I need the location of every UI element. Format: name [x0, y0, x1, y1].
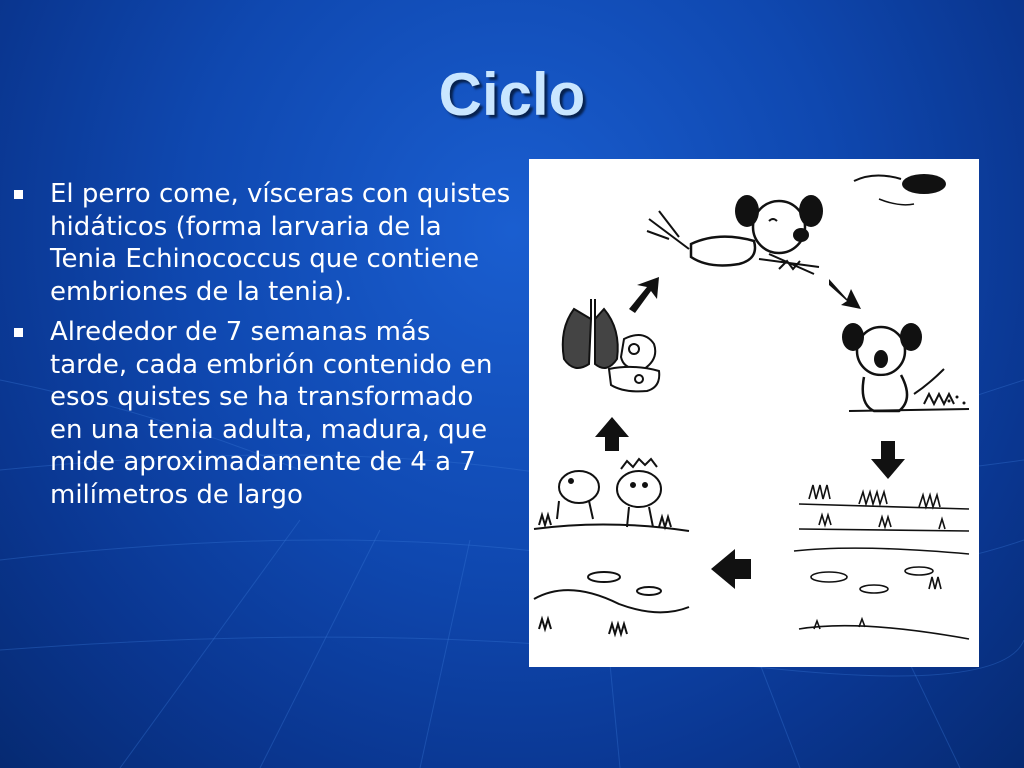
- arrow-icon: [595, 277, 905, 589]
- dog-eating-icon: [647, 195, 823, 274]
- infected-organs-icon: [563, 299, 660, 391]
- bullet-text: El perro come, vísceras con quistes hidáticos (forma larvaria de la Tenia Echinococcus que contiene embriones de la tenia).: [50, 179, 511, 307]
- rodent-icon: [854, 174, 946, 205]
- contaminated-grass-icon: [794, 485, 969, 639]
- bullet-item: [14, 178, 514, 308]
- bullet-item: [14, 316, 514, 511]
- square-bullet-icon: [14, 190, 23, 199]
- grazing-animals-icon: [534, 459, 689, 634]
- slide-title: Ciclo: [438, 61, 586, 128]
- lifecycle-illustration: [529, 159, 979, 667]
- dog-defecating-icon: [842, 323, 969, 411]
- square-bullet-icon: [14, 328, 23, 337]
- bullet-list: [14, 178, 514, 519]
- bullet-text: Alrededor de 7 semanas más tarde, cada embrión contenido en esos quistes se ha transformado en una tenia adulta, madura, que mide aproximadamente de 4 a 7 milímetros de largo: [50, 317, 493, 510]
